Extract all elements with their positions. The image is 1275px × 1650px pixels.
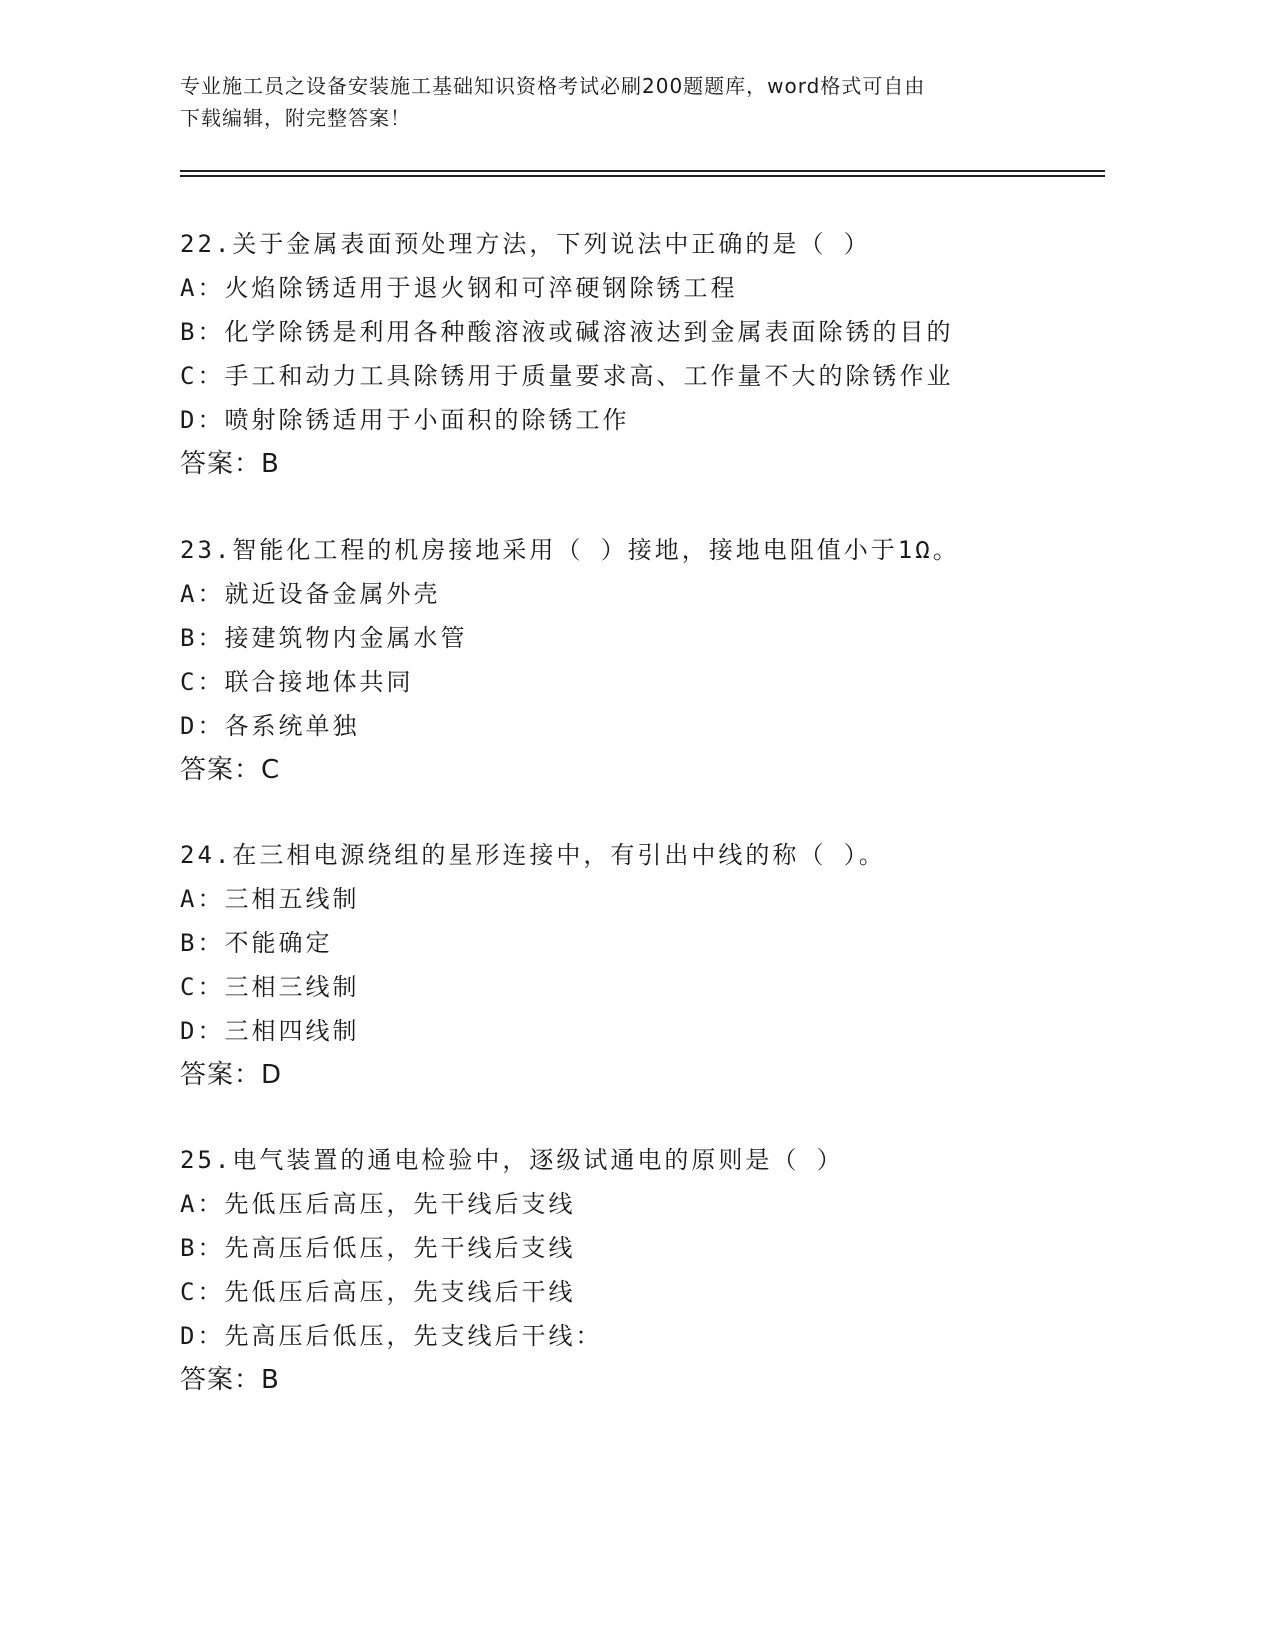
- question-22: [180, 222, 1080, 486]
- option-d: D：喷射除锈适用于小面积的除锈工作: [180, 406, 630, 434]
- option-a: A：先低压后高压，先干线后支线: [180, 1190, 576, 1218]
- question-24: [180, 833, 1080, 1097]
- question-stem: 22.关于金属表面预处理方法，下列说法中正确的是（ ）: [180, 230, 871, 258]
- option-c: C：三相三线制: [180, 973, 360, 1001]
- option-d: D：先高压后低压，先支线后干线：: [180, 1322, 603, 1350]
- option-d: D：各系统单独: [180, 712, 360, 740]
- option-b: B：不能确定: [180, 929, 333, 957]
- header-line-2: 下载编辑，附完整答案！: [180, 106, 411, 130]
- question-stem: 24.在三相电源绕组的星形连接中，有引出中线的称（ ）。: [180, 841, 886, 869]
- option-c: C：手工和动力工具除锈用于质量要求高、工作量不大的除锈作业: [180, 362, 954, 390]
- answer-label: 答案：D: [180, 1060, 283, 1090]
- option-b: B：先高压后低压，先干线后支线: [180, 1234, 576, 1262]
- option-b: B：化学除锈是利用各种酸溶液或碱溶液达到金属表面除锈的目的: [180, 318, 954, 346]
- question-23: [180, 528, 1080, 792]
- header-divider-bottom: [180, 175, 1105, 177]
- question-25: [180, 1138, 1080, 1402]
- answer-label: 答案：B: [180, 1365, 280, 1395]
- header-line-1: 专业施工员之设备安装施工基础知识资格考试必刷200题题库，word格式可自由: [180, 74, 926, 98]
- option-c: C：先低压后高压，先支线后干线: [180, 1278, 576, 1306]
- option-c: C：联合接地体共同: [180, 668, 414, 696]
- option-a: A：三相五线制: [180, 885, 360, 913]
- option-a: A：就近设备金属外壳: [180, 580, 441, 608]
- option-a: A：火焰除锈适用于退火钢和可淬硬钢除锈工程: [180, 274, 738, 302]
- question-stem: 25.电气装置的通电检验中，逐级试通电的原则是（ ）: [180, 1146, 844, 1174]
- document-header: [180, 70, 1040, 134]
- answer-label: 答案：C: [180, 755, 281, 785]
- option-d: D：三相四线制: [180, 1017, 360, 1045]
- header-divider-top: [180, 170, 1105, 172]
- option-b: B：接建筑物内金属水管: [180, 624, 468, 652]
- question-stem: 23.智能化工程的机房接地采用（ ）接地，接地电阻值小于1Ω。: [180, 536, 960, 564]
- answer-label: 答案：B: [180, 449, 280, 479]
